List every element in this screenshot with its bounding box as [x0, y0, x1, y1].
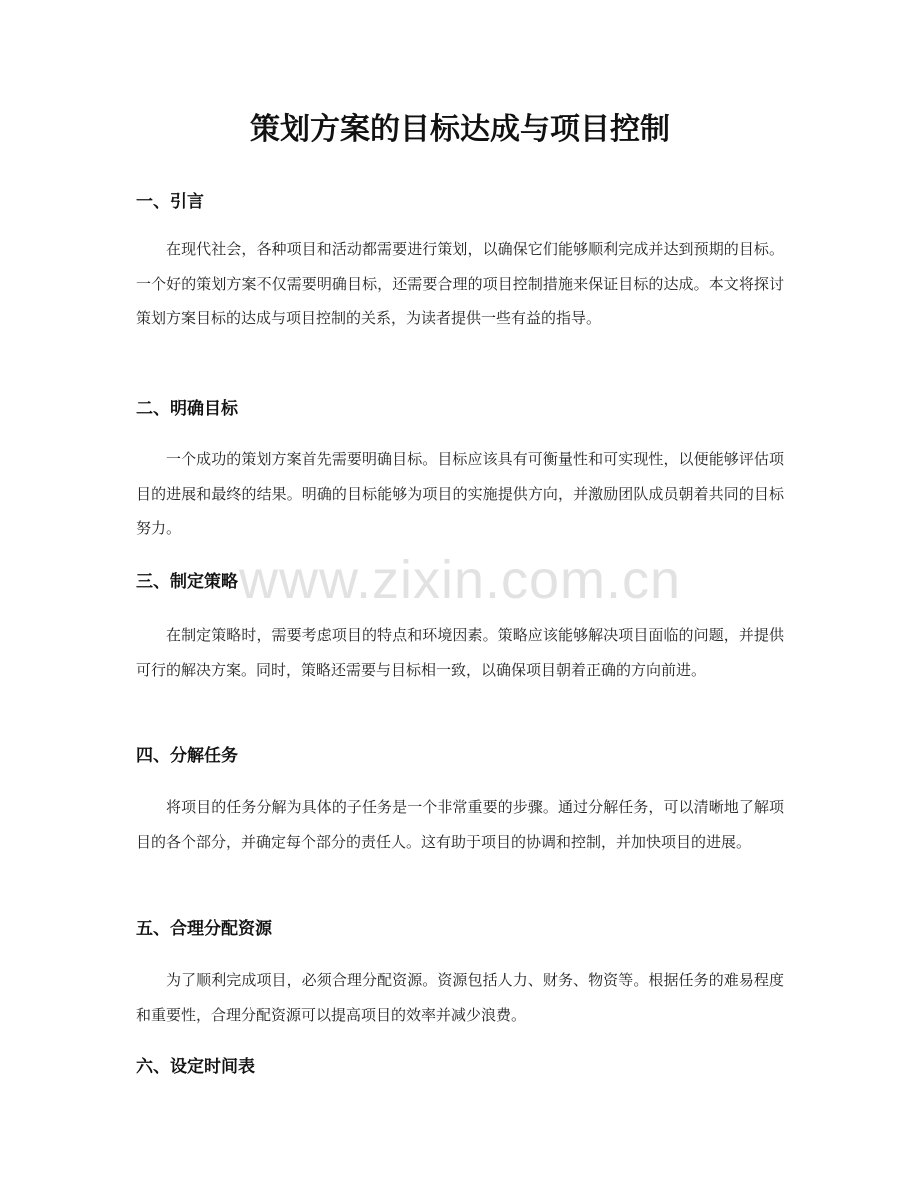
section-paragraph-task-breakdown: 将项目的任务分解为具体的子任务是一个非常重要的步骤。通过分解任务，可以清晰地了解项目的各个部分，并确定每个部分的责任人。这有助于项目的协调和控制，并加快项目的进展。 — [136, 798, 784, 851]
section-paragraph-resource-allocation: 为了顺利完成项目，必须合理分配资源。资源包括人力、财务、物资等。根据任务的难易程度和重要性，合理分配资源可以提高项目的效率并减少浪费。 — [136, 971, 784, 1024]
section-heading-timeline: 六、设定时间表 — [136, 1057, 255, 1077]
section-paragraph-define-goals: 一个成功的策划方案首先需要明确目标。目标应该具有可衡量性和可实现性，以便能够评估项目的进展和最终的结果。明确的目标能够为项目的实施提供方向，并激励团队成员朝着共同的目标努力。 — [136, 450, 784, 537]
document-title: 策划方案的目标达成与项目控制 — [250, 112, 670, 147]
section-heading-introduction: 一、引言 — [136, 192, 204, 212]
section-heading-resource-allocation: 五、合理分配资源 — [136, 919, 272, 939]
section-heading-define-goals: 二、明确目标 — [136, 399, 238, 419]
watermark: www.zixin.com.cn — [238, 550, 682, 610]
section-heading-strategy: 三、制定策略 — [136, 572, 238, 592]
section-paragraph-introduction: 在现代社会，各种项目和活动都需要进行策划，以确保它们能够顺利完成并达到预期的目标。一个好的策划方案不仅需要明确目标，还需要合理的项目控制措施来保证目标的达成。本文将探讨策划方案目标的达成与项目控制的关系，为读者提供一些有益的指导。 — [136, 240, 784, 327]
section-heading-task-breakdown: 四、分解任务 — [136, 746, 238, 766]
section-paragraph-strategy: 在制定策略时，需要考虑项目的特点和环境因素。策略应该能够解决项目面临的问题，并提供可行的解决方案。同时，策略还需要与目标相一致，以确保项目朝着正确的方向前进。 — [136, 626, 784, 679]
